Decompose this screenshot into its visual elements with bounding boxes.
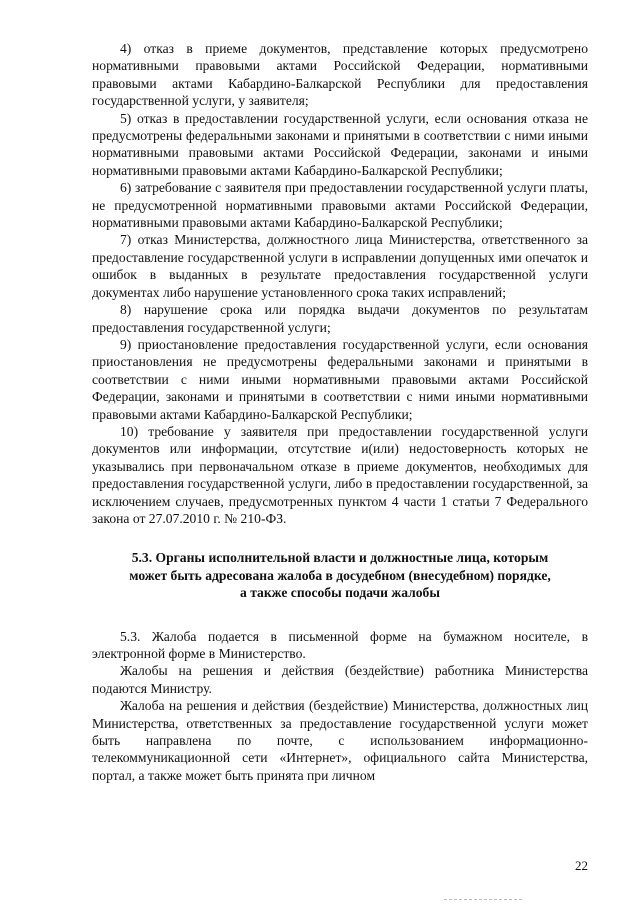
section-body xyxy=(92,628,588,785)
scan-artifact xyxy=(444,899,522,902)
list-item-6: 6) затребование с заявителя при предоставлении государственной услуги платы, не предусмотренной нормативными правовыми актами Российской Федерации, нормативными правовыми актами Кабардино-Балкарской Республики; xyxy=(92,180,588,231)
grounds-list xyxy=(92,40,588,527)
list-item-8: 8) нарушение срока или порядка выдачи документов по результатам предоставления государственной услуги; xyxy=(92,302,588,335)
section-heading-line-1: 5.3. Органы исполнительной власти и должностные лица, которым xyxy=(131,550,549,566)
section-heading-line-2: может быть адресована жалоба в досудебном (внесудебном) порядке, xyxy=(129,567,551,583)
body-paragraph-1: 5.3. Жалоба подается в письменной форме на бумажном носителе, в электронной форме в Министерство. xyxy=(92,628,588,661)
section-heading-line-3: а также способы подачи жалобы xyxy=(240,585,440,601)
body-paragraph-2: Жалобы на решения и действия (бездействие) работника Министерства подаются Министру. xyxy=(92,663,588,696)
section-heading xyxy=(92,549,588,601)
list-item-10: 10) требование у заявителя при предоставлении государственной услуги документов или информации, отсутствие и(или) недостоверность которых не указывались при первоначальном отказе в приеме документов, необходимых для предоставления государственной услуги, либо в предоставлении государственной, за исключением случаев, предусмотренных пунктом 4 части 1 статьи 7 Федерального закона от 27.07.2010 г. № 210-ФЗ. xyxy=(92,423,588,526)
list-item-9: 9) приостановление предоставления государственной услуги, если основания приостановления не предусмотрены федеральными законами и принятыми в соответствии с ними иными нормативными правовыми актами Российской Федерации, законами и принятыми в соответствии с ними иными нормативными правовыми актами Кабардино-Балкарской Республики; xyxy=(92,336,588,422)
body-paragraph-3: Жалоба на решения и действия (бездействие) Министерства, должностных лиц Министерства, ответственных за предоставление государственной услуги может быть направлена по почте, с использованием информационно-телекоммуникационной сети «Интернет», официального сайта Министерства, портал, а также может быть принята при личном xyxy=(92,698,588,783)
list-item-5: 5) отказ в предоставлении государственной услуги, если основания отказа не предусмотрены федеральными законами и принятыми в соответствии с ними иными нормативными правовыми актами Российской Федерации, законами и иными нормативными правовыми актами Кабардино-Балкарской Республики; xyxy=(92,110,588,178)
list-item-4: 4) отказ в приеме документов, представление которых предусмотрено нормативными правовыми актами Российской Федерации, нормативными правовыми актами Кабардино-Балкарской Республики для предоставления государственной услуги, у заявителя; xyxy=(92,41,588,109)
page-number: 22 xyxy=(575,858,588,873)
list-item-7: 7) отказ Министерства, должностного лица Министерства, ответственного за предоставление государственной услуги в исправлении допущенных ими опечаток и ошибок в выданных в результате предоставления государственной услуги документах либо нарушение установленного срока таких исправлений; xyxy=(92,232,588,300)
